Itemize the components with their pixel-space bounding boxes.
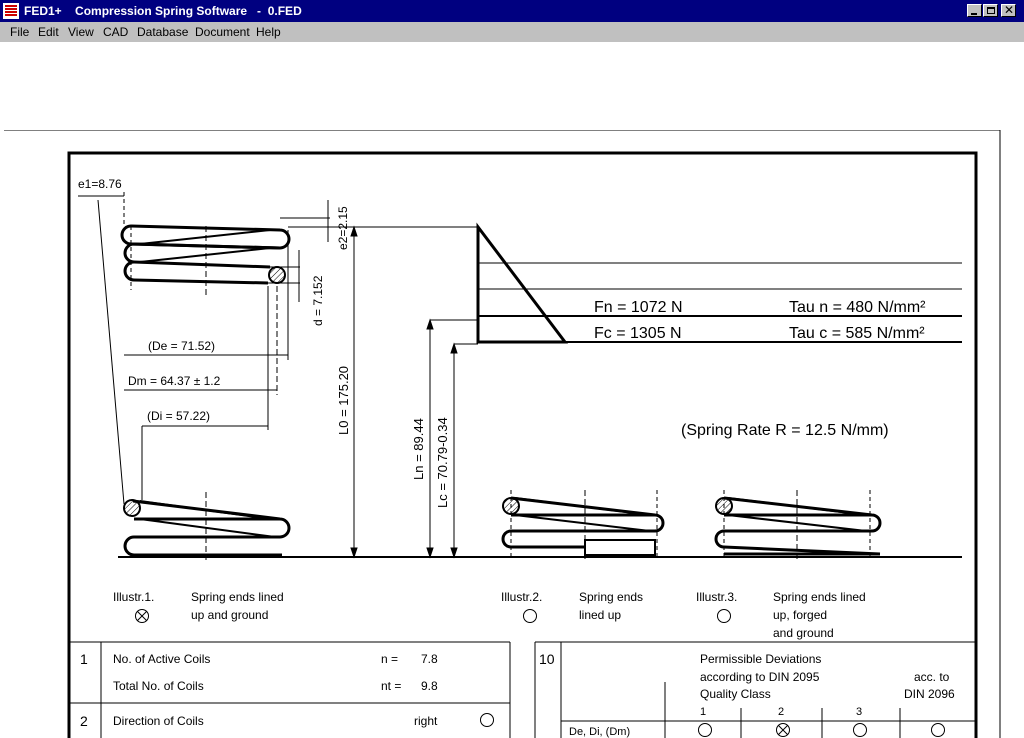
quality-class-1: 1 xyxy=(700,706,707,718)
illustr3-desc-line1: Spring ends lined xyxy=(773,590,866,604)
acc-to-label: acc. to xyxy=(914,670,950,684)
row2-number: 2 xyxy=(80,713,88,729)
illustr2-label: Illustr.2. xyxy=(501,590,543,604)
tau-n-label: Tau n = 480 N/mm² xyxy=(789,299,926,316)
window-title: FED1+ Compression Spring Software - 0.FED xyxy=(24,4,302,18)
Fc-label: Fc = 1305 N xyxy=(594,325,682,342)
main-spring-bottom-coils xyxy=(125,501,289,555)
Lc-arrow-bottom xyxy=(451,548,457,557)
spring-rate-label: (Spring Rate R = 12.5 N/mm) xyxy=(681,422,889,439)
row10-number: 10 xyxy=(539,651,555,667)
Lc-label: Lc = 70.79-0.34 xyxy=(435,417,450,508)
menu-edit[interactable]: Edit xyxy=(38,25,59,39)
total-coils-value: 9.8 xyxy=(421,679,438,693)
Lc-arrow-top xyxy=(451,344,457,353)
illustr3-desc-line3: and ground xyxy=(773,626,834,640)
drawing-area[interactable] xyxy=(0,130,1024,738)
Ln-label: Ln = 89.44 xyxy=(411,418,426,480)
tau-c-label: Tau c = 585 N/mm² xyxy=(789,325,925,342)
illustr3-spring xyxy=(716,498,880,554)
Fn-label: Fn = 1072 N xyxy=(594,299,683,316)
menu-view[interactable]: View xyxy=(68,25,94,39)
e1-label: e1=8.76 xyxy=(78,177,122,191)
Di-label: (Di = 57.22) xyxy=(147,409,211,423)
din2096-radio[interactable] xyxy=(932,724,945,737)
restore-button[interactable] xyxy=(983,4,998,17)
de-di-row-label: De, Di, (Dm) xyxy=(569,726,631,738)
deviation-heading-line1: Permissible Deviations xyxy=(700,652,822,666)
minimize-icon xyxy=(971,13,977,15)
direction-radio[interactable] xyxy=(481,714,494,727)
illustr1-label: Illustr.1. xyxy=(113,590,155,604)
Ln-arrow-bottom xyxy=(427,548,433,557)
minimize-button[interactable] xyxy=(967,4,982,17)
close-icon: ✕ xyxy=(1004,3,1015,17)
menu-file[interactable]: File xyxy=(10,25,30,39)
illustr3-label: Illustr.3. xyxy=(696,590,738,604)
title-bar xyxy=(0,0,1024,22)
d-label: d = 7.152 xyxy=(311,275,325,326)
active-coils-value: 7.8 xyxy=(421,652,438,666)
illustr3-desc-line2: up, forged xyxy=(773,608,828,622)
illustr1-radio-selected[interactable] xyxy=(136,610,149,623)
e1-slant-line xyxy=(98,200,124,504)
illustr1-desc-line1: Spring ends lined xyxy=(191,590,284,604)
force-triangle xyxy=(478,227,565,342)
active-coils-label: No. of Active Coils xyxy=(113,652,211,666)
class3-radio[interactable] xyxy=(854,724,867,737)
menu-help[interactable]: Help xyxy=(256,25,281,39)
L0-arrow-top xyxy=(351,227,357,236)
menu-document[interactable]: Document xyxy=(195,25,250,39)
illustr3-radio[interactable] xyxy=(718,610,731,623)
restore-icon xyxy=(987,7,995,14)
total-coils-symbol: nt = xyxy=(381,679,402,693)
class1-radio[interactable] xyxy=(699,724,712,737)
e2-label: e2=2.15 xyxy=(336,206,350,250)
L0-arrow-bottom xyxy=(351,548,357,557)
wire-section-bottom xyxy=(124,500,140,516)
illustr1-desc-line2: up and ground xyxy=(191,608,269,622)
De-label: (De = 71.52) xyxy=(148,339,216,353)
toolbar-area xyxy=(0,42,1024,130)
illustr2-radio[interactable] xyxy=(524,610,537,623)
direction-value: right xyxy=(414,714,438,728)
row1-number: 1 xyxy=(80,651,88,667)
illustr2-desc-line2: lined up xyxy=(579,608,622,622)
total-coils-label: Total No. of Coils xyxy=(113,679,204,693)
quality-class-3: 3 xyxy=(856,706,863,718)
menu-bar xyxy=(0,22,1024,42)
spring-app-icon[interactable] xyxy=(3,3,19,19)
L0-label: L0 = 175.20 xyxy=(336,365,351,435)
illustr2-spring xyxy=(503,498,663,555)
deviation-heading-line3: Quality Class xyxy=(700,687,771,701)
illustr2-desc-line1: Spring ends xyxy=(579,590,644,604)
spring-drawing xyxy=(0,130,1024,738)
menu-database[interactable]: Database xyxy=(137,25,189,39)
wire-section-top xyxy=(269,267,285,283)
din-2096-label: DIN 2096 xyxy=(904,687,955,701)
drawing-frame xyxy=(69,153,976,738)
Dm-label: Dm = 64.37 ± 1.2 xyxy=(128,374,221,388)
close-button[interactable] xyxy=(1001,4,1016,17)
quality-class-2: 2 xyxy=(778,706,785,718)
deviation-heading-line2: according to DIN 2095 xyxy=(700,670,820,684)
active-coils-symbol: n = xyxy=(381,652,399,666)
menu-cad[interactable]: CAD xyxy=(103,25,129,39)
direction-label: Direction of Coils xyxy=(113,714,204,728)
Ln-arrow-top xyxy=(427,320,433,329)
class2-radio-selected[interactable] xyxy=(777,724,790,737)
